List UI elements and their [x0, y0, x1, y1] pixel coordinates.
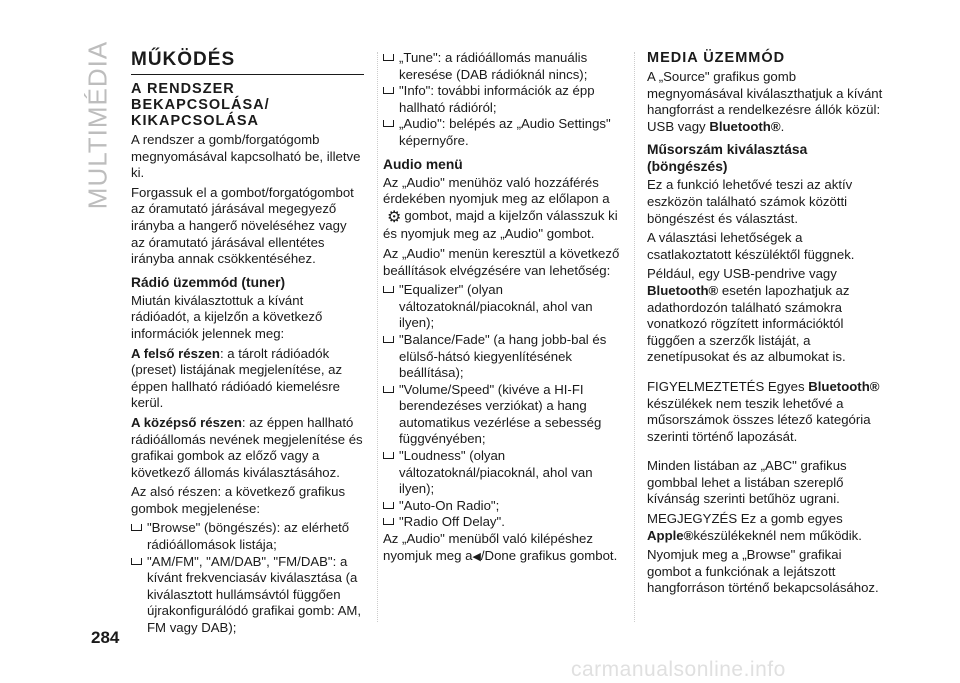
- text: .: [780, 118, 785, 134]
- paragraph: [383, 175, 620, 243]
- bullet-icon: [383, 386, 394, 393]
- text: Az „Audio" menühöz való hozzáférés érdekében nyomjuk meg az előlapon a: [383, 174, 610, 207]
- list-item: [383, 116, 620, 149]
- paragraph: [383, 531, 620, 565]
- bold-term: Bluetooth®: [647, 282, 719, 298]
- column-divider: [377, 52, 379, 622]
- bullet-icon: [383, 452, 394, 459]
- page-number: 284: [91, 628, 120, 647]
- paragraph-upper: [131, 346, 364, 412]
- watermark: carmanualsonline.info: [571, 658, 786, 681]
- paragraph: [647, 69, 883, 135]
- subheading-tuner: Rádió üzemmód (tuner): [131, 274, 286, 290]
- section-title-media: MEDIA ÜZEMMÓD: [647, 50, 786, 66]
- text: Például, egy USB-pendrive vagy: [647, 266, 837, 282]
- text: Az „Audio" menüből való kilépéshez nyomjuk meg a: [383, 531, 593, 563]
- list-item: [383, 382, 620, 448]
- list-item-text: "Loudness" (olyan változatoknál/piacoknál, ahol van ilyen);: [399, 448, 593, 497]
- list-item: [383, 498, 620, 515]
- column-divider: [634, 52, 636, 622]
- subheading-audio-menu: Audio menü: [383, 156, 463, 172]
- list-item: [383, 448, 620, 498]
- column-1: [131, 50, 364, 637]
- bullet-icon: [131, 524, 142, 531]
- list-item: [131, 554, 364, 637]
- paragraph: Az „Audio" menün keresztül a következő beállítások elvégzésére van lehetőség:: [383, 245, 620, 278]
- text: /Done grafikus gombot.: [480, 547, 618, 563]
- paragraph: A rendszer a gomb/forgatógomb megnyomásával kapcsolható be, illetve ki.: [131, 132, 361, 181]
- list-item-text: "Auto-On Radio";: [399, 497, 500, 513]
- text: készülékek nem teszik lehetővé a műsorszámok összes létező kategória szerinti történő lapozását.: [647, 395, 871, 444]
- paragraph: Minden listában az „ABC" grafikus gombbal lehet a listában szereplő kívánság szerinti betűhöz ugrani.: [647, 458, 847, 507]
- warning-paragraph: [647, 379, 883, 445]
- list-item-text: "Radio Off Delay".: [399, 514, 505, 530]
- list-item-text: "Equalizer" (olyan változatoknál/piacoknál, ahol van ilyen);: [399, 282, 593, 331]
- paragraph: Miután kiválasztottuk a kívánt rádióadót, a kijelzőn a következő információk jelennek meg:: [131, 292, 323, 341]
- side-section-label: [78, 40, 118, 210]
- section-title-power: A RENDSZER BEKAPCSOLÁSA/ KIKAPCSOLÁSA: [131, 81, 270, 129]
- column-2: [383, 50, 620, 568]
- subheading-track-selection: Műsorszám kiválasztása (böngészés): [647, 142, 808, 175]
- text: : az éppen hallható rádióállomás nevének megjelenítése és grafikai gombok az előző vagy a következő állomás kiválasztásához.: [131, 414, 363, 480]
- bullet-icon: [383, 336, 394, 343]
- text: MEGJEGYZÉS Ez a gomb egyes: [647, 511, 843, 527]
- paragraph-middle: [131, 415, 364, 481]
- bold-term: Bluetooth®: [709, 118, 781, 134]
- text: : a tárolt rádióadók (preset) listájának megjelenítése, az éppen hallható rádióadó kiemelésre kerül.: [131, 345, 343, 411]
- list-item: [383, 50, 620, 83]
- list-item: [383, 332, 620, 382]
- gear-icon: ⚙: [387, 208, 402, 226]
- list-item-text: "AM/FM", "AM/DAB", "FM/DAB": a kívánt frekvenciasáv kiválasztása (a kiválasztott hullámsávtól függően újrakonfigurálódó grafikai gomb: AM, FM vagy DAB);: [147, 553, 362, 636]
- back-arrow-icon: ◀: [472, 550, 481, 563]
- list-item-text: „Audio": belépés az „Audio Settings" képernyőre.: [399, 116, 611, 148]
- bullet-icon: [383, 87, 394, 94]
- text: A „Source" grafikus gomb megnyomásával kiválaszthatjuk a kívánt hangforrást a rendelkezésre állók közül: USB vagy: [647, 69, 883, 134]
- column-3: [647, 50, 883, 600]
- bullet-icon: [383, 502, 394, 509]
- text: FIGYELMEZTETÉS Egyes: [647, 378, 809, 394]
- paragraph: Ez a funkció lehetővé teszi az aktív eszközön található számok közötti böngészést és választást.: [647, 177, 853, 226]
- bullet-icon: [131, 558, 142, 565]
- text: gombot, majd a kijelzőn válasszuk ki és nyomjuk meg az „Audio" gombot.: [383, 207, 618, 242]
- bullet-icon: [383, 54, 394, 61]
- paragraph: [647, 266, 883, 366]
- bold-term: Bluetooth®: [808, 378, 880, 394]
- bold-term: Apple®: [647, 527, 694, 543]
- side-label-text: MULTIMÉDIA: [82, 40, 113, 210]
- main-title: MŰKÖDÉS: [131, 50, 364, 75]
- paragraph: Nyomjuk meg a „Browse" grafikai gombot a funkciónak a lejátszott hangforráson történő bekapcsolásához.: [647, 547, 879, 596]
- note-paragraph: [647, 511, 883, 544]
- list-item: [131, 520, 364, 553]
- list-item-text: "Browse" (böngészés): az elérhető rádióállomások listája;: [147, 520, 350, 553]
- list-item: [383, 282, 620, 332]
- text: készülékeknél nem működik.: [693, 527, 862, 543]
- list-item-text: "Volume/Speed" (kivéve a HI-FI berendezéses verziókat) a hang automatikus vezérlése a sebesség függvényében;: [399, 381, 602, 447]
- bullet-icon: [383, 120, 394, 127]
- list-item-text: "Balance/Fade" (a hang jobb-bal és elülső-hátsó kiegyenlítésének beállítása);: [399, 331, 607, 381]
- bullet-icon: [383, 286, 394, 293]
- list-item-text: "Info": további információk az épp hallható rádióról;: [399, 83, 595, 115]
- list-item: [383, 514, 620, 531]
- bullet-icon: [383, 518, 394, 525]
- paragraph: Forgassuk el a gombot/forgatógombot az óramutató járásával megegyező irányba a hangerő növeléséhez vagy az óramutató járásával ellentétes irányba annak csökkentéséhez.: [131, 184, 354, 267]
- list-item-text: „Tune": a rádióállomás manuális keresése (DAB rádióknál nincs);: [399, 50, 588, 82]
- bold-term: A középső részen: [131, 414, 242, 430]
- paragraph: A választási lehetőségek a csatlakoztatott készüléktől függnek.: [647, 230, 855, 262]
- list-item: [383, 83, 620, 116]
- text: esetén lapozhatjuk az adathordozón található számokra vonatkozó rögzített információktól függően a szerzők listáját, a zenetípusokat és az albumokat is.: [647, 282, 850, 365]
- bold-term: A felső részen: [131, 345, 220, 361]
- paragraph: Az alsó részen: a következő grafikus gombok megjelenése:: [131, 484, 346, 516]
